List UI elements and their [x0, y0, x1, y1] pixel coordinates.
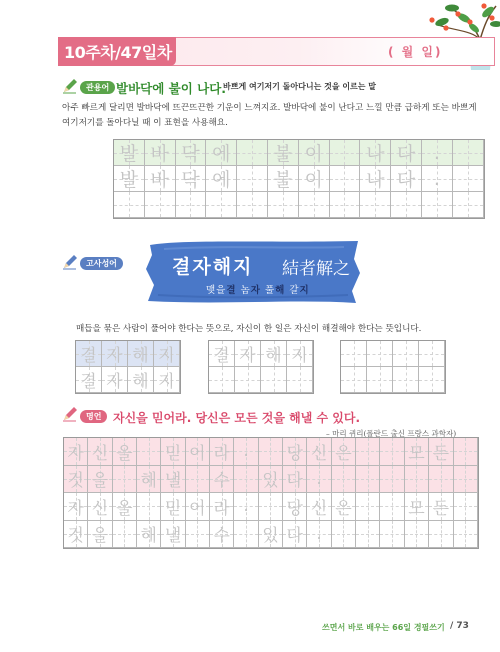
- grid-cell[interactable]: [114, 192, 145, 218]
- idiom-title: 발바닥에 불이 나다.: [116, 81, 227, 96]
- grid-cell[interactable]: 지: [154, 367, 180, 393]
- grid-cell[interactable]: 자: [102, 367, 128, 393]
- grid-cell[interactable]: 모: [405, 438, 429, 466]
- grid-cell[interactable]: 결: [209, 341, 235, 367]
- grid-cell[interactable]: .: [234, 438, 258, 466]
- grid-cell[interactable]: 해: [261, 341, 287, 367]
- idiom-description: 바쁘게 여기저기 돌아다니는 것을 이르는 말: [223, 82, 377, 91]
- grid-cell[interactable]: 나: [360, 140, 391, 166]
- grid-cell[interactable]: [391, 192, 422, 218]
- grid-cell[interactable]: [367, 341, 393, 367]
- grid-cell[interactable]: 있: [259, 466, 283, 494]
- grid-cell[interactable]: 해: [128, 341, 154, 367]
- grid-cell[interactable]: 것: [64, 521, 88, 549]
- grid-cell[interactable]: 을: [113, 493, 137, 521]
- grid-cell[interactable]: [419, 341, 445, 367]
- grid-cell[interactable]: [237, 192, 268, 218]
- book-title-footer: 쓰면서 바로 배우는 66일 경필쓰기: [322, 623, 445, 632]
- quote-title: 자신을 믿어라. 당신은 모든 것을 해낼 수 있다.: [113, 411, 361, 425]
- grid-cell[interactable]: [360, 192, 391, 218]
- grid-cell[interactable]: [341, 367, 367, 393]
- grid-cell[interactable]: [356, 493, 380, 521]
- grid-cell[interactable]: 어: [186, 438, 210, 466]
- quote-writing-grid[interactable]: [63, 437, 479, 549]
- quote-badge: 명언: [80, 410, 107, 423]
- idiom-banner-hanja: 結者解之: [282, 259, 350, 279]
- grid-cell[interactable]: .: [422, 166, 453, 192]
- grid-cell[interactable]: 믿: [161, 438, 185, 466]
- grid-cell[interactable]: 자: [64, 438, 88, 466]
- grid-cell[interactable]: 자: [102, 341, 128, 367]
- grid-cell[interactable]: [356, 521, 380, 549]
- grid-cell[interactable]: [422, 192, 453, 218]
- idiom-explanation: 아주 빠르게 달리면 발바닥에 뜨끈뜨끈한 기운이 느껴지죠. 발바닥에 불이 난다고 느낄 만큼 급하게 또는 바쁘게 여기저기를 돌아다닐 때 이 표현을 사용해요.: [62, 103, 477, 128]
- grid-cell[interactable]: 결: [76, 367, 102, 393]
- grid-cell[interactable]: 든: [429, 438, 453, 466]
- grid-cell[interactable]: 어: [186, 493, 210, 521]
- proverb-badge: 고사성어: [80, 257, 123, 270]
- grid-cell[interactable]: [145, 192, 176, 218]
- grid-cell[interactable]: [137, 493, 161, 521]
- grid-cell[interactable]: 든: [429, 493, 453, 521]
- grid-cell[interactable]: 해: [137, 466, 161, 494]
- grid-cell[interactable]: [234, 521, 258, 549]
- idiom-banner-meaning: 맺을결 놈자 풀해 갈지: [206, 285, 310, 296]
- grid-cell[interactable]: 있: [259, 521, 283, 549]
- grid-cell[interactable]: [332, 521, 356, 549]
- grid-cell[interactable]: 지: [287, 341, 313, 367]
- grid-cell[interactable]: [268, 192, 299, 218]
- grid-cell[interactable]: 나: [360, 166, 391, 192]
- grid-cell[interactable]: 다: [391, 140, 422, 166]
- grid-cell[interactable]: 닥: [176, 140, 207, 166]
- grid-cell[interactable]: .: [234, 493, 258, 521]
- grid-cell[interactable]: 이: [299, 166, 330, 192]
- date-field: ( 월 일): [388, 45, 443, 59]
- grid-cell[interactable]: [380, 521, 404, 549]
- grid-cell[interactable]: [393, 341, 419, 367]
- grid-cell[interactable]: [453, 166, 484, 192]
- grid-cell[interactable]: 을: [88, 466, 112, 494]
- grid-cell[interactable]: 은: [332, 493, 356, 521]
- grid-cell[interactable]: [454, 521, 478, 549]
- quote-attribution: – 마리 퀴리(폴란드 출신 프랑스 과학자): [326, 429, 457, 438]
- grid-cell[interactable]: 신: [307, 493, 331, 521]
- idiom-writing-grid[interactable]: [113, 139, 485, 219]
- grid-cell[interactable]: [405, 521, 429, 549]
- proverb-grid-3[interactable]: [340, 340, 446, 394]
- grid-cell[interactable]: 바: [145, 140, 176, 166]
- grid-cell[interactable]: 신: [88, 493, 112, 521]
- grid-cell[interactable]: [186, 466, 210, 494]
- grid-cell[interactable]: [454, 466, 478, 494]
- grid-cell[interactable]: 을: [113, 438, 137, 466]
- page-number: / 73: [450, 621, 469, 631]
- grid-cell[interactable]: [453, 140, 484, 166]
- grid-cell[interactable]: [235, 367, 261, 393]
- grid-cell[interactable]: [380, 438, 404, 466]
- grid-cell[interactable]: 발: [114, 166, 145, 192]
- grid-cell[interactable]: 결: [76, 341, 102, 367]
- proverb-grid-2[interactable]: [208, 340, 314, 394]
- grid-cell[interactable]: 해: [128, 367, 154, 393]
- proverb-explanation: 매듭을 묶은 사람이 풀어야 한다는 뜻으로, 자신이 한 일은 자신이 해결해야 한다는 뜻입니다.: [76, 324, 422, 334]
- grid-cell[interactable]: 다: [283, 466, 307, 494]
- grid-cell[interactable]: [405, 466, 429, 494]
- grid-cell[interactable]: [330, 166, 361, 192]
- grid-cell[interactable]: [137, 438, 161, 466]
- pencil-icon: [62, 406, 78, 422]
- grid-cell[interactable]: [259, 438, 283, 466]
- grid-cell[interactable]: [287, 367, 313, 393]
- grid-cell[interactable]: 발: [114, 140, 145, 166]
- grid-cell[interactable]: [330, 192, 361, 218]
- grid-cell[interactable]: [234, 466, 258, 494]
- grid-cell[interactable]: [380, 493, 404, 521]
- pencil-icon: [62, 78, 78, 94]
- grid-cell[interactable]: 에: [206, 140, 237, 166]
- grid-cell[interactable]: 당: [283, 438, 307, 466]
- idiom-banner-korean: 결자해지: [172, 256, 254, 278]
- grid-cell[interactable]: [356, 438, 380, 466]
- pencil-icon: [62, 254, 78, 270]
- grid-cell[interactable]: [176, 192, 207, 218]
- grid-cell[interactable]: 것: [64, 466, 88, 494]
- grid-cell[interactable]: [429, 466, 453, 494]
- grid-cell[interactable]: 라: [210, 493, 234, 521]
- grid-cell[interactable]: 낼: [161, 521, 185, 549]
- grid-cell[interactable]: [454, 493, 478, 521]
- grid-cell[interactable]: [186, 521, 210, 549]
- grid-cell[interactable]: [454, 438, 478, 466]
- grid-cell[interactable]: [237, 166, 268, 192]
- grid-cell[interactable]: 을: [88, 521, 112, 549]
- grid-cell[interactable]: 낼: [161, 466, 185, 494]
- grid-cell[interactable]: 수: [210, 521, 234, 549]
- grid-cell[interactable]: 지: [154, 341, 180, 367]
- grid-cell[interactable]: 에: [206, 166, 237, 192]
- grid-cell[interactable]: [237, 140, 268, 166]
- grid-cell[interactable]: [341, 341, 367, 367]
- idiom-badge: 관용어: [80, 81, 115, 94]
- grid-cell[interactable]: .: [422, 140, 453, 166]
- grid-cell[interactable]: 수: [210, 466, 234, 494]
- grid-cell[interactable]: [380, 466, 404, 494]
- grid-cell[interactable]: 다: [391, 166, 422, 192]
- proverb-grid-1[interactable]: [75, 340, 181, 394]
- grid-cell[interactable]: 신: [88, 438, 112, 466]
- grid-cell[interactable]: [332, 466, 356, 494]
- grid-cell[interactable]: [453, 192, 484, 218]
- grid-cell[interactable]: 불: [268, 166, 299, 192]
- grid-cell[interactable]: 닥: [176, 166, 207, 192]
- grid-cell[interactable]: [113, 521, 137, 549]
- grid-cell[interactable]: [356, 466, 380, 494]
- grid-cell[interactable]: 당: [283, 493, 307, 521]
- grid-cell[interactable]: [367, 367, 393, 393]
- grid-cell[interactable]: [429, 521, 453, 549]
- grid-cell[interactable]: 은: [332, 438, 356, 466]
- grid-cell[interactable]: 신: [307, 438, 331, 466]
- grid-cell[interactable]: 자: [235, 341, 261, 367]
- grid-cell[interactable]: [393, 367, 419, 393]
- grid-cell[interactable]: 해: [137, 521, 161, 549]
- grid-cell[interactable]: [330, 140, 361, 166]
- week-day-title: 10주차/47일차: [64, 43, 172, 62]
- grid-cell[interactable]: [419, 367, 445, 393]
- grid-cell[interactable]: .: [307, 466, 331, 494]
- grid-cell[interactable]: [259, 493, 283, 521]
- grid-cell[interactable]: [261, 367, 287, 393]
- grid-cell[interactable]: [209, 367, 235, 393]
- grid-cell[interactable]: [299, 192, 330, 218]
- grid-cell[interactable]: 바: [145, 166, 176, 192]
- grid-cell[interactable]: 라: [210, 438, 234, 466]
- grid-cell[interactable]: [206, 192, 237, 218]
- grid-cell[interactable]: .: [307, 521, 331, 549]
- grid-cell[interactable]: [113, 466, 137, 494]
- grid-cell[interactable]: 다: [283, 521, 307, 549]
- grid-cell[interactable]: 믿: [161, 493, 185, 521]
- grid-cell[interactable]: 이: [299, 140, 330, 166]
- grid-cell[interactable]: 모: [405, 493, 429, 521]
- grid-cell[interactable]: 불: [268, 140, 299, 166]
- grid-cell[interactable]: 자: [64, 493, 88, 521]
